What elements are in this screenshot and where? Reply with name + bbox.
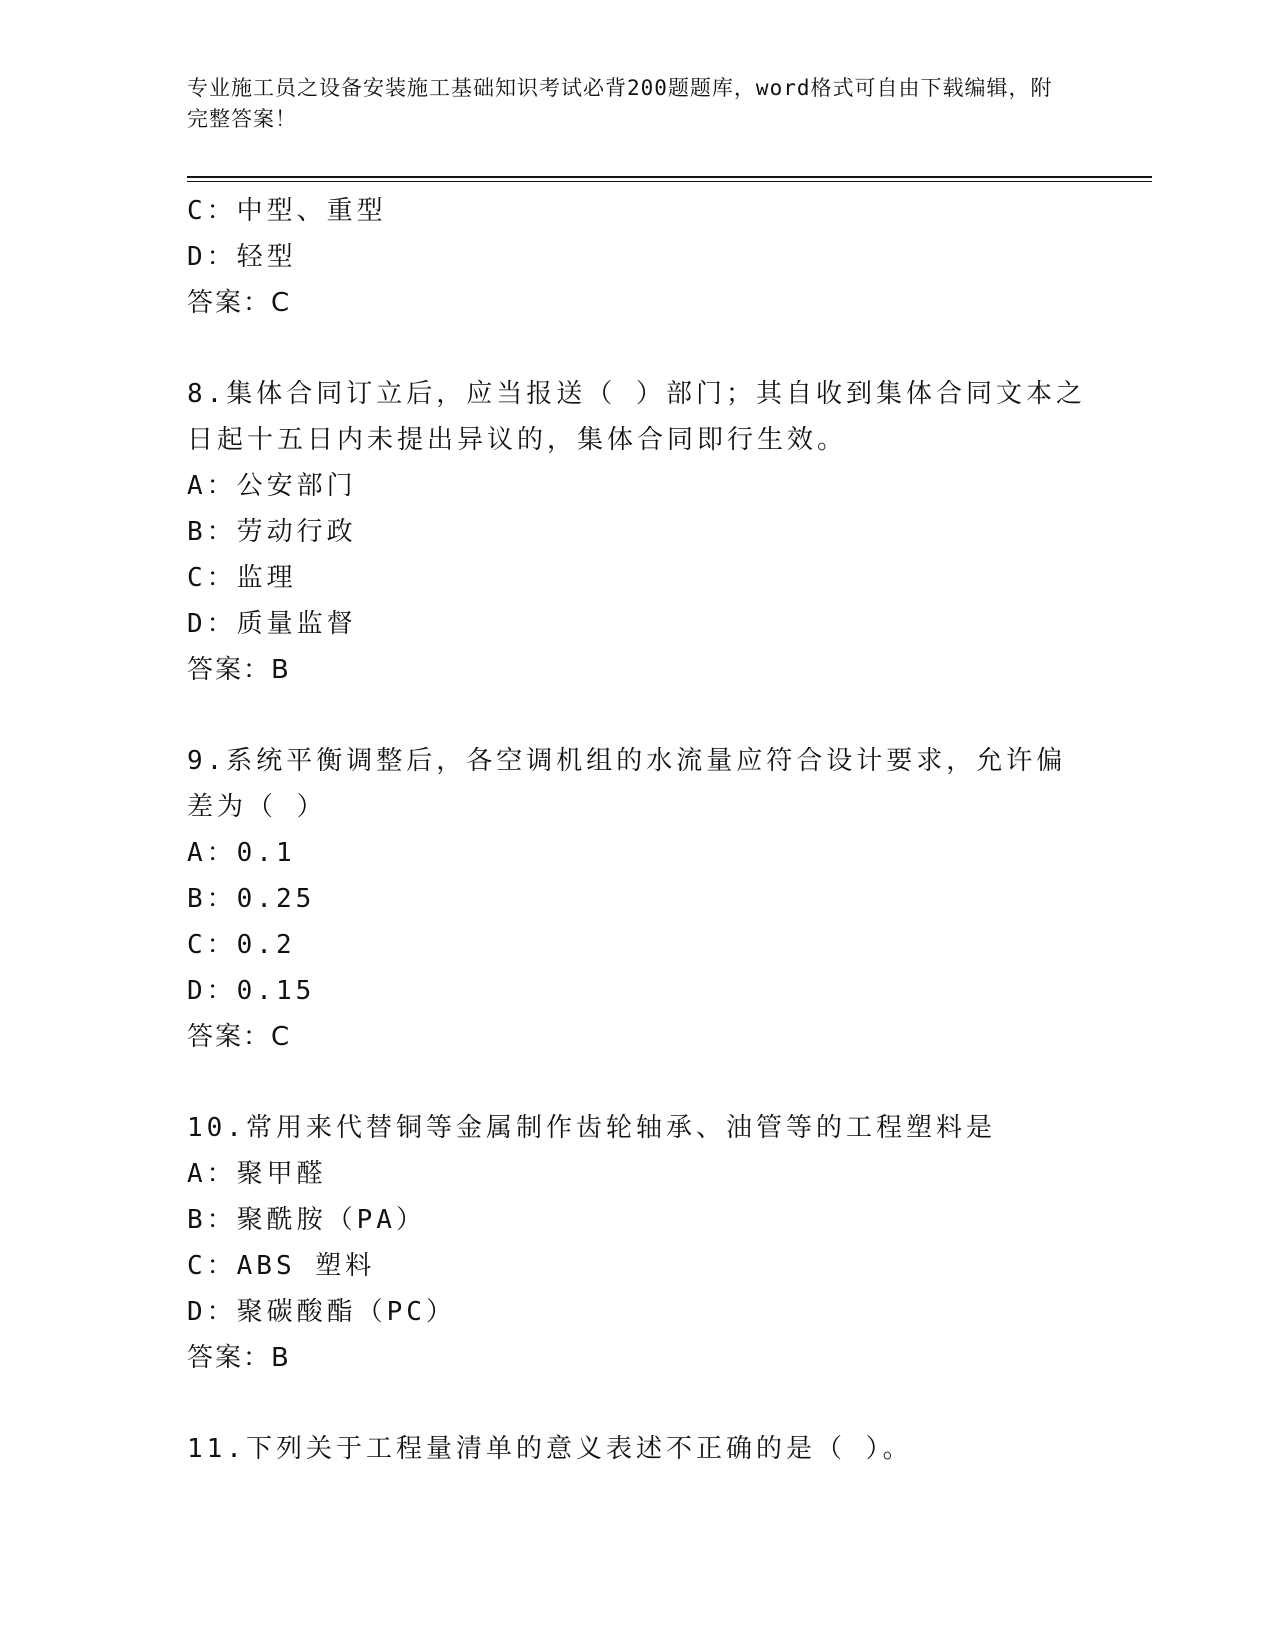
spacer — [187, 693, 1087, 738]
question-9-option-a: A：0.1 — [187, 838, 296, 868]
question-10-option-a: A：聚甲醛 — [187, 1159, 327, 1189]
question-10-option-c: C：ABS 塑料 — [187, 1251, 376, 1281]
question-8-option-c: C：监理 — [187, 563, 297, 593]
answer-line: 答案：C — [187, 288, 292, 318]
question-8-text: 8.集体合同订立后，应当报送（ ）部门；其自收到集体合同文本之日起十五日内未提出异议的，集体合同即行生效。 — [187, 379, 1086, 455]
spacer — [187, 1060, 1087, 1105]
question-9-option-d: D：0.15 — [187, 976, 316, 1006]
question-8-option-b: B：劳动行政 — [187, 517, 357, 547]
question-content — [187, 188, 1087, 1472]
document-header: 专业施工员之设备安装施工基础知识考试必背200题题库，word格式可自由下载编辑，附完整答案！ — [187, 76, 1053, 131]
question-9-option-c: C：0.2 — [187, 930, 296, 960]
question-11-text: 11.下列关于工程量清单的意义表述不正确的是（ ）。 — [187, 1434, 913, 1464]
spacer — [187, 1381, 1087, 1426]
option-d: D：轻型 — [187, 242, 297, 272]
header-divider-thin — [187, 181, 1152, 182]
question-10-answer: 答案：B — [187, 1343, 291, 1373]
question-8-option-a: A：公安部门 — [187, 471, 357, 501]
question-8-answer: 答案：B — [187, 655, 291, 685]
question-10-text: 10.常用来代替铜等金属制作齿轮轴承、油管等的工程塑料是 — [187, 1113, 996, 1143]
option-c: C：中型、重型 — [187, 196, 387, 226]
header-divider-thick — [187, 176, 1152, 178]
question-9-answer: 答案：C — [187, 1022, 292, 1052]
question-9-text: 9.系统平衡调整后，各空调机组的水流量应符合设计要求，允许偏差为（ ） — [187, 746, 1067, 822]
question-8-option-d: D：质量监督 — [187, 609, 357, 639]
spacer — [187, 326, 1087, 371]
question-10-option-d: D：聚碳酸酯（PC） — [187, 1297, 456, 1327]
question-10-option-b: B：聚酰胺（PA） — [187, 1205, 426, 1235]
question-9-option-b: B：0.25 — [187, 884, 316, 914]
